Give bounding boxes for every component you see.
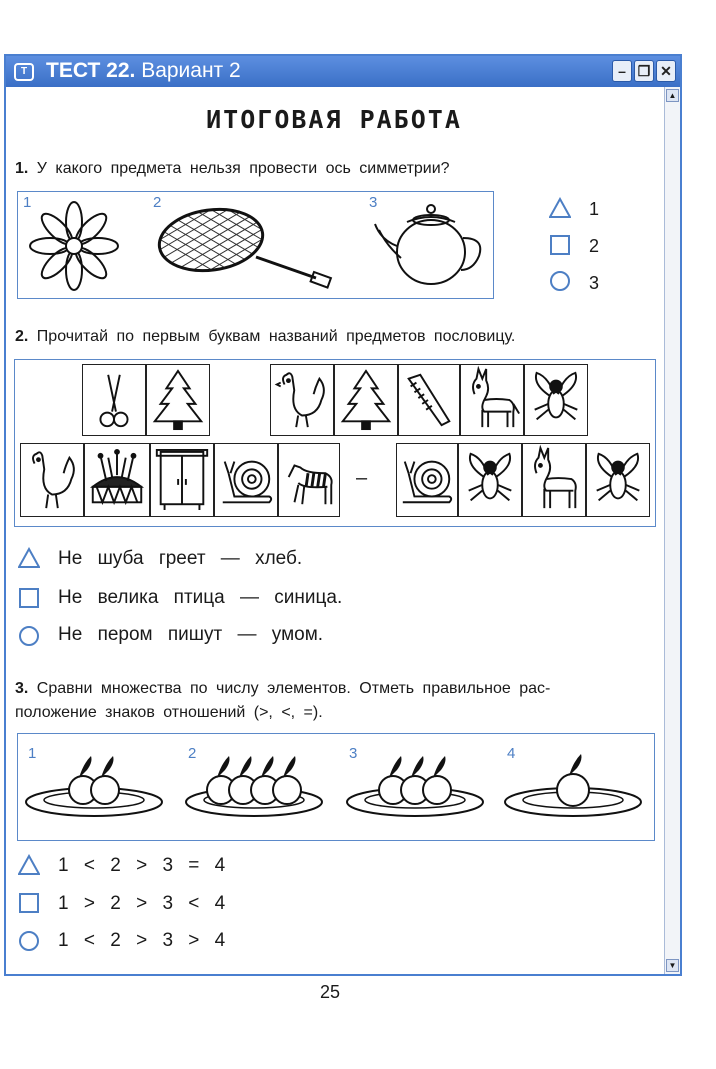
flower-icon <box>28 200 120 292</box>
plate-label-4: 4 <box>507 745 516 762</box>
donkey-icon <box>522 443 586 517</box>
teapot-icon <box>373 200 493 292</box>
pincushion-icon <box>84 443 150 517</box>
q1-item-label-3: 3 <box>369 194 378 211</box>
plate-label-1: 1 <box>28 745 37 762</box>
restore-button[interactable]: ❐ <box>634 60 654 82</box>
q3-prompt-line1 <box>15 680 550 698</box>
window-title <box>46 59 241 83</box>
q1-prompt <box>15 160 450 178</box>
q3-option-3-text: 1 < 2 > 3 > 4 <box>58 930 226 951</box>
scissors-icon <box>82 364 146 436</box>
title-bar <box>6 56 680 87</box>
rooster-icon <box>270 364 334 436</box>
apple-4-1 <box>557 774 589 806</box>
window-title-prefix: ТЕСТ 22. <box>46 59 136 82</box>
q2-option-1-text: Не шуба греет — хлеб. <box>58 548 303 569</box>
apple-leaf-1-2 <box>101 756 114 778</box>
q1-text: У какого предмета нельзя провести ось симметрии? <box>36 160 450 177</box>
apple-leaf-2-4 <box>283 756 296 778</box>
q2-option-3-text: Не пером пишут — умом. <box>58 624 324 645</box>
scroll-up-arrow-icon[interactable]: ▲ <box>666 89 679 102</box>
tennis-racket-icon <box>156 202 346 294</box>
document-content <box>6 87 662 974</box>
q1-pictures-panel <box>17 191 494 299</box>
apple-leaf-4-1 <box>569 754 582 776</box>
q3-option-2-square-icon[interactable] <box>18 892 40 914</box>
q3-plates-panel <box>17 733 655 841</box>
page-title: ИТОГОВАЯ РАБОТА <box>206 105 462 134</box>
q3-text-line1: Сравни множества по числу элементов. Отметь правильное рас- <box>36 680 551 697</box>
q2-option-1-triangle-icon[interactable] <box>18 547 40 569</box>
q3-option-3-circle-icon[interactable] <box>18 930 40 952</box>
q1-option-2-label: 2 <box>589 236 600 256</box>
apple-2-4 <box>273 776 301 804</box>
donkey-icon <box>460 364 524 436</box>
q2-dash: – <box>356 467 368 489</box>
minimize-button[interactable]: – <box>612 60 632 82</box>
q1-option-3-circle-icon[interactable] <box>549 270 571 292</box>
apple-leaf-2-3 <box>261 756 274 778</box>
q1-item-label-1: 1 <box>23 194 32 211</box>
q3-text-line2: положение знаков отношений (>, <, =). <box>15 704 323 721</box>
q3-number: 3. <box>15 680 29 697</box>
fir-tree-icon <box>146 364 210 436</box>
fly-icon <box>524 364 588 436</box>
apple-3-3 <box>423 776 451 804</box>
q2-prompt <box>15 328 515 346</box>
fly-icon <box>586 443 650 517</box>
plates-illustration <box>18 734 654 840</box>
q1-option-2-square-icon[interactable] <box>549 234 571 256</box>
apple-leaf-3-2 <box>411 756 424 778</box>
fly-icon <box>458 443 522 517</box>
q3-option-2-text: 1 > 2 > 3 < 4 <box>58 893 226 914</box>
test-window <box>4 54 682 976</box>
apple-leaf-3-1 <box>389 756 402 778</box>
zebra-icon <box>278 443 340 517</box>
snail-icon <box>396 443 458 517</box>
plate-label-3: 3 <box>349 745 358 762</box>
apple-leaf-3-3 <box>433 756 446 778</box>
scroll-down-arrow-icon[interactable]: ▼ <box>666 959 679 972</box>
q3-option-1-text: 1 < 2 > 3 = 4 <box>58 855 226 876</box>
window-title-rest: Вариант 2 <box>141 59 241 82</box>
apple-1-2 <box>91 776 119 804</box>
q1-item-label-2: 2 <box>153 194 162 211</box>
snail-icon <box>214 443 278 517</box>
vertical-scrollbar[interactable] <box>664 87 680 974</box>
apple-leaf-2-2 <box>239 756 252 778</box>
fir-tree-icon <box>334 364 398 436</box>
q1-number: 1. <box>15 160 29 177</box>
rooster-icon <box>20 443 84 517</box>
apple-leaf-2-1 <box>217 756 230 778</box>
q1-option-1-label: 1 <box>589 199 600 219</box>
q1-option-3-label: 3 <box>589 273 600 293</box>
apple-leaf-1-1 <box>79 756 92 778</box>
q2-option-2-square-icon[interactable] <box>18 587 40 609</box>
q3-option-1-triangle-icon[interactable] <box>18 854 40 876</box>
plate-label-2: 2 <box>188 745 197 762</box>
q1-option-1-triangle-icon[interactable] <box>549 197 571 219</box>
close-button[interactable]: ✕ <box>656 60 676 82</box>
q2-option-2-text: Не велика птица — синица. <box>58 587 343 608</box>
q2-option-3-circle-icon[interactable] <box>18 625 40 647</box>
page-number: 25 <box>319 982 341 1002</box>
wardrobe-icon <box>150 443 214 517</box>
q2-number: 2. <box>15 328 29 345</box>
app-icon: Т <box>14 63 34 81</box>
comb-icon <box>398 364 460 436</box>
q2-text: Прочитай по первым буквам названий предметов пословицу. <box>36 328 516 345</box>
